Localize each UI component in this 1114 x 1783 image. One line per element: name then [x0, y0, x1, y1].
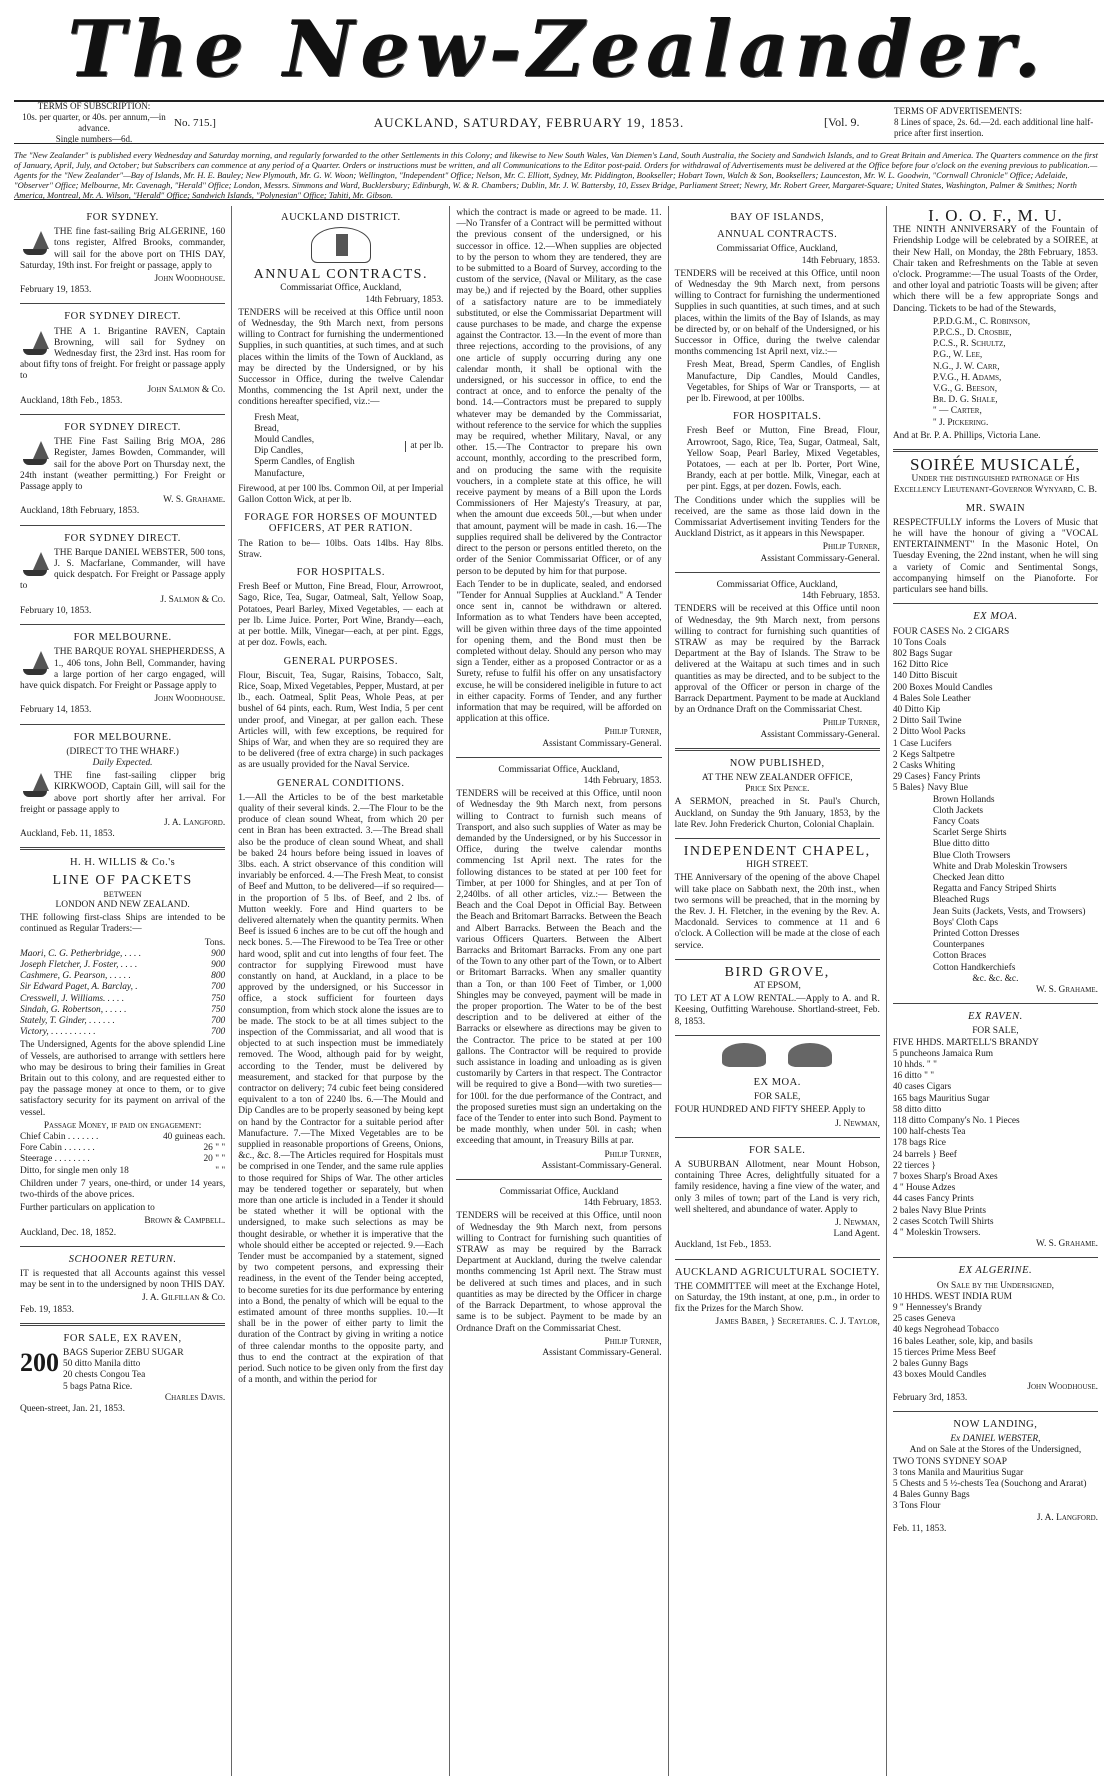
list-item: V.G., G. Beeson,	[932, 384, 998, 395]
per-lb-label: at per lb.	[405, 441, 443, 452]
ad-heading: SCHOONER RETURN.	[68, 1253, 177, 1265]
ad-date: 14th February, 1853.	[801, 591, 880, 602]
list-item: P.C.S., R. Schultz,	[932, 339, 1006, 350]
ship-icon	[20, 329, 50, 357]
divider	[893, 1003, 1098, 1004]
list-item: 16 bales Leather, sole, kip, and basils	[892, 1336, 1033, 1347]
ad-subheading: FOR SALE,	[754, 1092, 801, 1103]
ad-body: THE COMMITTEE will meet at the Exchange Hotel, on Saturday, the 19th instant, at one, p.m., in order to fix the Prizes for the March Show.	[674, 1281, 880, 1315]
list-item: " J. Pickering.	[932, 417, 989, 428]
list-item: 4 " Moleskin Trowsers.	[892, 1228, 981, 1239]
list-item: 9 " Hennessey's Brandy	[892, 1303, 982, 1314]
ad-date: 14th February, 1853.	[801, 255, 880, 266]
ad-signature: J. A. Langford.	[1036, 1512, 1099, 1523]
cargo-list	[893, 1038, 1098, 1240]
office-line: Commissariat Office, Auckland	[499, 1187, 619, 1198]
ad-body: Flour, Biscuit, Tea, Sugar, Raisins, Tobacco, Salt, Rice, Soap, Mixed Vegetables, Pepper, Mustard, at per lb., each. Oatmeal, Split Peas, Whole Peas, at per bushel of 64 pints, each. Rum, West India, 5 per cent under proof, and Vinegar, at per gallon each. These Articles will, with few exceptions, be required for Ships of War, and when they are so required they are to be delivered (free of extra charge) in such packages as are usually provided for the Naval Service.	[238, 670, 444, 771]
section-heading: FOR HOSPITALS.	[732, 411, 822, 423]
ad-body: Children under 7 years, one-third, or under 14 years, two-thirds of the above prices.	[20, 1178, 226, 1201]
cargo-list	[893, 1292, 1098, 1382]
steward-list	[893, 317, 1098, 429]
divider	[675, 748, 880, 751]
ad-body: The Conditions under which the supplies will be received, are the same as those laid down in the Commissariat Advertisement inviting Tenders for the Auckland District, as it appears in this Newspaper.	[674, 495, 880, 540]
ad-subheading: HIGH STREET.	[746, 860, 809, 871]
ad-signature: John Woodhouse.	[1027, 1381, 1099, 1392]
ad-signature: James Baber, } Secretaries. C. J. Taylor,	[715, 1317, 880, 1328]
divider	[456, 757, 661, 758]
ad-body: TENDERS will be received at this Office, until noon of Wednesday the 9th March next, from persons willing to Contract to furnish such means of Transport, and also such supplies of Water as may be demanded by the Undersigned, or by his Successor in Office, during the twelve calendar months commencing 1st April next. The rates for the following distances to be stated at per 100 feet for Timber, at per 1000 for Shingles, and at per Ton of 2,240lbs. of all other articles, viz.:— Between the Beach and the Coal Depot in Official Bay. Between the Beach and Britomart Barracks. Between the Beach and Albert Barracks. Between the Beach and the various Officers Quarters. Between the Albert Barracks and Britomart Barracks. From any one part of the Town to any other part of the Town, or to Albert or Britomart Barracks. When any smaller quantity than a Ton, or than 100 Feet of Timber, or 1,000 Shingles may be conveyed, payment will be made in the proper proportion. The Water to be of the best description and to be delivered at either of the Barracks or elsewhere as directions may be given to the Contractor. The price to be stated at per 100 gallons. The Contractor will be required to provide such assistance in loading and unloading as is given customarily by Carters in that respect. The Contractor will be required to give a Bond—with two sureties—for 100l. for the due performance of the Contract, and the proposed sureties must sign an undertaking on the face of the Tender to enter into such Bond. Payment to be made monthly, when under 50l. in cash; when exceeding that amount, in Treasury Bills at par.	[456, 789, 662, 1147]
ad-signature: Philip Turner,	[822, 718, 880, 729]
list-item: 4 " House Adzes	[892, 1183, 956, 1194]
sale-list	[20, 1348, 225, 1393]
list-item: 10 hhds. " "	[892, 1060, 937, 1071]
volume-number: [Vol. 9.	[824, 115, 860, 129]
ad-body: THE fine fast-sailing Brig ALGERINE, 160 tons register, Alfred Brooks, commander, will sail for the above port on THIS DAY, Saturday, 19th inst. For freight or passage, apply to	[20, 227, 226, 271]
divider	[893, 449, 1098, 452]
ad-heading: FOR MELBOURNE.	[73, 632, 172, 644]
divider	[675, 838, 880, 839]
list-item: Fore Cabin . . . . . . . 26 " "	[20, 1143, 226, 1154]
ad-title: ANNUAL CONTRACTS.	[253, 267, 428, 283]
list-item: 2 Casks Whiting	[892, 760, 956, 771]
list-item: Blue Cloth Trowsers	[932, 850, 1011, 861]
ad-heading: EX MOA.	[973, 611, 1018, 623]
list-item: Cotton Braces	[932, 951, 987, 962]
ad-heading: FOR SYDNEY.	[86, 212, 159, 223]
ad-date: February 19, 1853.	[20, 285, 92, 296]
divider	[675, 1259, 880, 1260]
ad-subheading: (DIRECT TO THE WHARF.)	[66, 746, 179, 757]
divider	[20, 724, 225, 725]
ad-date: February 3rd, 1853.	[892, 1392, 968, 1403]
list-item: 3 tons Manila and Mauritius Sugar	[892, 1467, 1024, 1478]
ad-signature: J. Newman,	[835, 1118, 880, 1129]
ad-signature: W. S. Grahame.	[163, 495, 226, 506]
list-item: 22 tierces }	[892, 1160, 936, 1171]
ad-signature-title: Assistant Commissary-General.	[760, 729, 880, 740]
list-item: 15 tierces Prime Mess Beef	[892, 1347, 996, 1358]
list-item: 5 bags Patna Rice.	[63, 1381, 133, 1392]
ad-signature-title: Assistant Commissary-General.	[760, 553, 880, 564]
ad-body: THE Anniversary of the opening of the above Chapel will take place on Sabbath next, the 20th inst., when two sermons will be preached, that in the morning by the Rev. J. H. Fletcher, in the evening by the Rev. A. Macdonald. Services to commence at 11 and 6 o'clock. A Collection will be made at the close of each service.	[674, 873, 880, 951]
column-4	[669, 206, 887, 1776]
ad-signature: John Salmon & Co.	[147, 384, 226, 395]
ad-heading: FOR SYDNEY DIRECT.	[64, 532, 181, 544]
ad-signature-title: Assistant Commissary-General.	[542, 1347, 662, 1358]
section-heading: GENERAL PURPOSES.	[283, 655, 398, 667]
list-item: Brown Hollands	[932, 794, 995, 805]
ad-body: A SERMON, preached in St. Paul's Church, Auckland, on Sunday the 9th January, 1853, by the late Rev. John Frederick Churton, Colonial Chaplain.	[674, 797, 880, 830]
ad-heading: FOR SYDNEY DIRECT.	[64, 311, 181, 323]
list-item: 4 Bales Sole Leather	[892, 693, 971, 704]
ad-body: A SUBURBAN Allotment, near Mount Hobson, containing Three Acres, delightfully situated for a family residence, having a fine view of the water, and only 3 miles of town; part of the Land is very rich, well sheltered, and abundance of water. Apply to	[674, 1160, 880, 1215]
performer-name: MR. SWAIN	[965, 502, 1026, 514]
divider	[20, 525, 225, 526]
divider	[20, 847, 225, 850]
ad-title: I. O. O. F., M. U.	[928, 206, 1063, 225]
list-item: Ditto, for single men only 18 " "	[20, 1165, 226, 1176]
list-item: Bread,	[254, 423, 279, 434]
ad-body: TENDERS will be received at this Office, until noon of Wednesday the 9th March next, from persons willing to Contract for furnishing such quantities of STRAW as may be required by the Barrack Department at Auckland, during the twelve calendar months commencing 1st April next. The Straw must be delivered at such times and places, and in such quantities as may be directed by the Officer in charge of the Barrack Department, to whose approval the same is to be subject. Payment to be made by an Ordnance Draft on the Commissariat Chest.	[456, 1211, 662, 1334]
list-item: Sperm Candles, of English Manufacture,	[254, 457, 355, 479]
list-item: 2 Ditto Sail Twine	[892, 716, 962, 727]
fare-list	[20, 1132, 225, 1177]
divider	[893, 1411, 1098, 1412]
list-item: &c. &c. &c.	[972, 973, 1019, 984]
list-item: FIVE HHDS. MARTELL'S BRANDY	[892, 1037, 1039, 1048]
list-item: Victory, . . . . . . . . . . 700	[20, 1027, 226, 1038]
divider	[20, 1323, 225, 1326]
ship-icon	[20, 439, 50, 467]
list-item: P.P.D.G.M., C. Robinson,	[932, 316, 1031, 327]
ad-body: IT is requested that all Accounts against this vessel may be sent in to the undersigned by noon THIS DAY.	[20, 1269, 226, 1291]
list-item: 50 ditto Manila ditto	[63, 1359, 141, 1370]
ship-icon	[20, 649, 50, 677]
divider	[20, 414, 225, 415]
ad-subheading: BETWEEN	[103, 889, 142, 899]
ad-heading: FOR SALE, EX RAVEN,	[63, 1332, 182, 1344]
list-item: Scarlet Serge Shirts	[932, 828, 1007, 839]
divider	[675, 959, 880, 960]
list-item: " — Carter,	[932, 406, 982, 417]
ad-body: THE BARQUE ROYAL SHEPHERDESS, A 1., 406 tons, John Bell, Commander, having a large portion of her cargo engaged, will have quick dispatch. For Freight or Passage apply to	[20, 647, 226, 691]
columns	[14, 206, 1104, 1776]
divider	[20, 1246, 225, 1247]
place-date: AUCKLAND, SATURDAY, FEBRUARY 19, 1853.	[373, 114, 685, 130]
cargo-list	[893, 1457, 1098, 1513]
list-item: Bleached Rugs	[932, 895, 990, 906]
ad-body: The Ration to be— 10lbs. Oats 14lbs. Hay 8lbs. Straw.	[238, 538, 444, 560]
ad-body: The Undersigned, Agents for the above splendid Line of Vessels, are authorised to arrange with settlers here who may be desirous to bring their families in Great Britain out to this colony, and are requested either to pay the passage money at once to them, or to give satisfactory security for its payment on arrival of the vessel.	[20, 1040, 226, 1118]
list-item: Counterpanes	[932, 940, 985, 951]
ad-signature: J. A. Langford.	[164, 817, 226, 828]
advertisement-terms: TERMS OF ADVERTISEMENTS: 8 Lines of space, 2s. 6d.—2d. each additional line half-price after first insertion.	[894, 106, 1094, 138]
divider	[893, 603, 1098, 604]
column-1	[14, 206, 232, 1776]
ad-heading: FOR SYDNEY DIRECT.	[64, 422, 181, 434]
list-item: 100 half-chests Tea	[892, 1127, 966, 1138]
ad-title: LINE OF PACKETS	[52, 872, 193, 888]
ad-signature: W. S. Grahame.	[1035, 985, 1099, 995]
ad-body: TENDERS will be received at this Office, until noon of Wednesday the 9th March next, from persons willing to Contract for furnishing the undermentioned Supplies in such quantities, at such times, and at such places, within the limits of the Bay of Islands, as may be directed by, or on behalf of the Undersigned, or his Successor in Office, during the twelve calendar months commencing 1st April next, viz.:—	[674, 268, 880, 358]
ad-title: BIRD GROVE,	[724, 964, 830, 980]
list-item: 7 boxes Sharp's Broad Axes	[892, 1172, 998, 1183]
list-item: Stately, T. Ginder, . . . . . . 700	[20, 1015, 226, 1026]
ship-icon	[20, 550, 50, 578]
list-item: 802 Bags Sugar	[892, 648, 953, 659]
publication-notice: The "New Zealander" is published every Wednesday and Saturday morning, and regularly forwarded to the other Settlements in this Colony; and likewise to New South Wales, Van Diemen's Land, South Australia, the Society and Sandwich Islands, and to Great Britain and America. The Quarters commence on the first of January, April, July, and October; but Subscribers can commence at any period of a Quarter. Orders or instructions must be written, and all Communications to the Editor post-paid. Orders for withdrawal of Advertisements must be delivered at the Office before four o'clock on the evening previous to publication.—Agents for the "New Zealander"—Bay of Islands, Mr. H. E. Bauley; New Plymouth, Mr. G. W. Woon; Wellington, "Independent" Office; Nelson, Mr. C. Elliott, Sydney, Mr. Piddington, Bookseller; Hobart Town, Walch & Son, Booksellers; Launceston, Mr. W. L. Goodwin, "Cornwall Chronicle" Office; Adelaide, "Observer" Office; Melbourne, Mr. Cavenagh, "Herald" Office; London, Messrs. Simmons and Ward, Bucklersbury; Edinburgh, W. & R. Chambers; Dublin, Mr. J. W. Battersby, 10, Essex Bridge, Parliament Street; Newry, Mr. Robert Greer, Margaret-Square; United States, Washington, Palmer & Smithes; North America, Montreal, Mr. A. Wilson, "Herald" Office; Sandwich Islands, "Polynesian" Office; Tahiti, Mr. Gibson.	[14, 150, 1104, 200]
list-item: 5 Bales} Navy Blue	[892, 783, 968, 794]
list-item: BAGS Superior ZEBU SUGAR	[63, 1348, 184, 1359]
ad-body: Fresh Beef or Mutton, Fine Bread, Flour, Arrowroot, Sago, Rice, Tea, Sugar, Oatmeal, Salt, Yellow Soap, Potatoes, Pearl Barley, Mixed Vegetables, — each at per lb. Lime Juice. Porter, Port Wine, Brandy—each, at per bottle. Milk, Vinegar—each, at per pint. Eggs, at per doz. Fowls, each.	[238, 582, 444, 649]
ad-date: Auckland, Dec. 18, 1852.	[20, 1227, 117, 1238]
list-item: Cotton Handkerchiefs	[932, 962, 1016, 973]
ad-heading: FOR MELBOURNE.	[73, 731, 172, 743]
sheep-illustrations	[675, 1043, 880, 1071]
ad-signature: Philip Turner,	[822, 542, 880, 553]
office-line: Commissariat Office, Auckland,	[280, 283, 402, 294]
royal-crest-icon	[311, 227, 371, 263]
conditions-continued: which the contract is made or agreed to be made. 11.—No Transfer of a Contract will be permitted without the previous consent of the undersigned, or his successor in office. 12.—When supplies are objected to by the person to whom they are tendered, they are to be submitted to a Board of Survey, according to the custom of the service, (Naval or Military, as the case may be,) and if rejected by the Board, other supplies of a satisfactory nature are to be immediately substituted, or else the Commissariat Department will cause purchases to be made, and charge the expense against the Contractor. 13.—In the event of more than three rejections, according to the provisions, of any one article of supply occurring during any one calendar month, it shall be optional with the undersigned, or his successor in office, to end the contract at once, and to enforce the penalty of the bond. 14.—Contractors must be prepared to supply whatever may be demanded by the Commissariat, without reference to the service for which the supplies may be required, whether Military, Naval, or any other. 15.—The Contractor to prepare his own account, monthly, according to the prescribed form, and on producing the same with the requisite vouchers, in a complete state at this office, he will receive payment by means of a Bill upon the Lords Commissioners of Her Majesty's Treasury, at par, when the amount due exceeds 50l.,—but when under that amount, payment will be made in cash. 16.—The supplies required shall be delivered by the Contractor direct to the person or persons entitled thereto, on the order of the Senior Commissariat Officer, or of any person to be deputed by him for that purpose.	[456, 208, 662, 577]
list-item: 5 puncheons Jamaica Rum	[892, 1048, 994, 1059]
list-item: Regatta and Fancy Striped Shirts	[932, 884, 1057, 895]
list-item: 140 Ditto Biscuit	[892, 671, 958, 682]
list-item: Mould Candles,	[254, 435, 315, 446]
office-line: Commissariat Office, Auckland,	[716, 579, 838, 590]
divider	[675, 1137, 880, 1138]
list-item: N.G., J. W. Carr,	[932, 361, 1000, 372]
ad-signature: W. S. Grahame.	[1035, 1239, 1099, 1250]
list-item: 2 Ditto Wool Packs	[892, 727, 966, 738]
ad-subheading: Daily Expected.	[92, 757, 153, 768]
list-item: Maori, C. G. Petherbridge, . . . . 900	[20, 948, 226, 959]
list-item: Cresswell, J. Williams. . . . . 750	[20, 993, 226, 1004]
list-item: Chief Cabin . . . . . . . 40 guineas each.	[20, 1132, 226, 1143]
ad-body: THE Fine Fast Sailing Brig MOA, 286 Register, James Bowden, Commander, will sail for the above Port on Thursday next, the 24th instant (weather permitting.) For Freight or Passage apply to	[20, 437, 226, 493]
list-item: 40 Ditto Kip	[892, 704, 941, 715]
ad-date: Auckland, Feb. 11, 1853.	[20, 829, 115, 840]
list-item: Fancy Coats	[932, 816, 980, 827]
ad-body: TENDERS will be received at this Office until noon of Wednesday, the 9th March next, from persons willing to contract for furnishing such quantities of STRAW as may be required by the Barrack Department at the Bay of Islands. The Straw to be delivered at the Waitapu at such times and in such quantities as may be directed, and to be subject to the approval of the Officer or person in charge of the Barrack Department. Payment to be made at Auckland by an Ordnance Draft on the Commissariat Chest.	[674, 604, 880, 716]
list-item: 20 chests Congou Tea	[63, 1370, 146, 1381]
ad-body: TO LET AT A LOW RENTAL.—Apply to A. and R. Keesing, Outfitting Warehouse. Shortland-street, Feb. 8, 1853.	[674, 994, 880, 1027]
ad-heading: NOW LANDING,	[953, 1418, 1038, 1430]
section-heading: GENERAL CONDITIONS.	[277, 777, 405, 789]
list-item: Steerage . . . . . . . . 20 " "	[20, 1154, 226, 1165]
list-item: Cashmere, G. Pearson, . . . . . 800	[20, 971, 226, 982]
ad-date: Auckland, 18th February, 1853.	[20, 506, 140, 517]
list-item: 40 cases Cigars	[892, 1082, 952, 1093]
info-bar	[14, 100, 1104, 144]
ad-body: And on Sale at the Stores of the Undersigned,	[909, 1445, 1082, 1456]
ad-body: Each Tender to be in duplicate, sealed, and endorsed "Tender for Annual Supplies at Auckland." A Tender once sent in, cannot be withdrawn or altered. Information as to what Tenders have been accepted, will be given within three days of the time appointed for opening them, and the Bond must then be completed without delay. Should any person who may sign a Tender, either as a proposed Contractor or as a Surety, refuse to fulfil his offer on any unsatisfactory excuse, he will be considered ineligible in future to act in either capacity. Forms of Tender, and any further information that may be required, will be afforded on application at this office.	[456, 579, 662, 725]
ad-signature-title: Assistant-Commissary-General.	[541, 1160, 662, 1171]
ad-signature: J. Newman,	[835, 1218, 880, 1229]
list-item: 5 Chests and 5 ½-chests Tea (Souchong and Ararat)	[892, 1478, 1087, 1489]
ad-heading: EX RAVEN.	[968, 1011, 1023, 1023]
list-item: TWO TONS SYDNEY SOAP	[892, 1456, 1007, 1467]
ad-subheading: Passage Money, if paid on engagement:	[43, 1120, 202, 1131]
ad-body: THE NINTH ANNIVERSARY of the Fountain of Friendship Lodge will be celebrated by a SOIREE, at their New Hall, on Monday, the 28th February, 1853. Chair taken and Refreshments on the Table at seven o'clock. Programme:—The usual Toasts of the Order, and other loyal and patriotic Toasts will be given; after which there will be a few appropriate Songs and Dancing. Tickets to be had of the Stewards,	[892, 225, 1099, 314]
ad-heading: AUCKLAND AGRICULTURAL SOCIETY.	[674, 1266, 880, 1278]
ad-date: 14th February, 1853.	[583, 775, 662, 786]
list-item: 25 cases Geneva	[892, 1314, 956, 1325]
ad-signature: J. Salmon & Co.	[160, 594, 226, 605]
list-item: Sir Edward Paget, A. Barclay, . 700	[20, 982, 226, 993]
list-item: 16 ditto " "	[892, 1071, 935, 1082]
subscription-terms: TERMS OF SUBSCRIPTION: 10s. per quarter, or 40s. per annum,—in advance. Single numbers—6d.	[22, 100, 166, 144]
price-label: Price Six Pence.	[745, 784, 810, 795]
big-number: 200	[20, 1348, 59, 1378]
list-item: 44 cases Fancy Prints	[892, 1194, 974, 1205]
ad-signature: Philip Turner,	[604, 727, 662, 738]
ad-date: Feb. 11, 1853.	[892, 1523, 947, 1534]
column-5	[887, 206, 1104, 1776]
ad-subheading: Under the distinguished patronage of His Excellency Lieutenant-Governor Wynyard, C. B.	[893, 474, 1098, 496]
ad-date: February 14, 1853.	[20, 705, 92, 716]
ad-body: THE following first-class Ships are intended to be continued as Regular Traders:—	[20, 913, 226, 935]
list-item: Jean Suits (Jackets, Vests, and Trowsers)	[932, 906, 1086, 917]
ad-date: February 10, 1853.	[20, 605, 92, 616]
ad-title: ANNUAL CONTRACTS.	[717, 229, 838, 241]
ad-signature: Brown & Campbell.	[144, 1216, 226, 1227]
ad-subheading: FOR SALE,	[972, 1026, 1019, 1037]
newspaper-title: The New-Zealander.	[67, 4, 1047, 95]
list-item: Blue ditto ditto	[932, 839, 990, 850]
supply-list: Fresh Beef or Mutton, Fine Bread, Flour, Arrowroot, Sago, Rice, Tea, Sugar, Oatmeal, Salt, Yellow Soap, Pearl Barley, Mixed Vegetables, Potatoes, — each at per lb. Porter, Port Wine, Brandy, each at per bottle. Milk, Vinegar, each at per pint. Eggs, at per dozen. Fowls, each.	[686, 426, 880, 493]
list-item: 2 bales Navy Blue Prints	[892, 1205, 987, 1216]
ad-subheading: LONDON AND NEW ZEALAND.	[55, 899, 190, 910]
sheep-icon	[788, 1043, 832, 1067]
ad-heading: H. H. WILLIS & Co.'s	[69, 857, 176, 869]
divider	[20, 303, 225, 304]
divider	[893, 1257, 1098, 1258]
ad-body: FOUR HUNDRED AND FIFTY SHEEP. Apply to	[674, 1105, 866, 1116]
ad-body: THE fine fast-sailing clipper brig KIRKWOOD, Captain Gill, will sail for the above port shortly after her arrival. For freight or passage apply to	[20, 771, 226, 815]
supply-list	[254, 413, 443, 480]
ad-date: 14th February, 1853.	[365, 294, 444, 305]
section-heading: FORAGE FOR HORSES OF MOUNTED OFFICERS, AT PER RATION.	[244, 512, 438, 535]
office-line: Commissariat Office, Auckland,	[716, 244, 838, 255]
list-item: 2 bales Gunny Bags	[892, 1359, 969, 1370]
list-item: 162 Ditto Rice	[892, 660, 949, 671]
column-3	[450, 206, 668, 1776]
list-item: 10 HHDS. WEST INDIA RUM	[892, 1291, 1013, 1302]
divider	[675, 1035, 880, 1036]
list-item: P.P.C.S., D. Crosbie,	[932, 328, 1012, 339]
list-item: 2 Kegs Saltpetre	[892, 749, 955, 760]
ad-body: And at Br. P. A. Phillips, Victoria Lane.	[892, 430, 1041, 441]
ad-heading: FOR SALE.	[748, 1144, 806, 1156]
list-item: 178 bags Rice	[892, 1138, 946, 1149]
ad-signature: J. A. Gilfillan & Co.	[142, 1293, 226, 1304]
ad-date: Feb. 19, 1853.	[20, 1304, 74, 1315]
ad-subheading: AT EPSOM,	[753, 980, 801, 991]
tons-label: Tons.	[204, 937, 226, 948]
ad-body: Further particulars on application to	[20, 1203, 155, 1214]
column-2	[232, 206, 450, 1776]
list-item: 165 bags Mauritius Sugar	[892, 1093, 990, 1104]
ad-signature: John Woodhouse.	[154, 274, 226, 285]
ad-body: RESPECTFULLY informs the Lovers of Music that he will have the honour of giving a "VOCAL ENTERTAINMENT" In the Masonic Hotel, On Tuesday Evening, the 22nd instant, when he will sing a variety of Comic and Sentimental Songs, accompanying himself on the Pianoforte. For particulars see hand bills.	[892, 517, 1099, 596]
list-item: Cloth Jackets	[932, 805, 984, 816]
ad-signature: John Woodhouse.	[154, 694, 226, 705]
ad-signature: Philip Turner,	[604, 1336, 662, 1347]
ad-date: Queen-street, Jan. 21, 1853.	[20, 1404, 125, 1415]
ad-signature: Philip Turner,	[604, 1149, 662, 1160]
list-item: 4 Bales Gunny Bags	[892, 1490, 970, 1501]
list-item: 1 Case Lucifers	[892, 738, 952, 749]
list-item: White and Drab Moleskin Trowsers	[932, 861, 1068, 872]
ship-list	[20, 949, 225, 1039]
ship-icon	[20, 771, 50, 799]
list-item: Br. D. G. Shale,	[932, 395, 998, 406]
list-item: 24 barrels } Beef	[892, 1149, 957, 1160]
ad-subheading: AT THE NEW ZEALANDER OFFICE,	[701, 772, 853, 783]
list-item: 10 Tons Coals	[892, 637, 947, 648]
list-item: Sindah, G. Robertson, . . . . . 750	[20, 1004, 226, 1015]
list-item: 2 cases Scotch Twill Shirts	[892, 1216, 994, 1227]
list-item: FOUR CASES No. 2 CIGARS	[892, 626, 1010, 637]
conditions-text: 1.—All the Articles to be of the best marketable quality of their several kinds. 2.—The Flour to be the produce of clean sound Wheat, from which 20 per cent in Bran has been extracted. 3.—The Bread shall also be the produce of clean sound Wheat, and shall be baked 24 hours before being issued in loaves of 3lbs. each. A strict observance of this condition will invariably be enforced. 4.—The Fresh Meat, to consist of Beef and Mutton, to be delivered—if so required—in the proportion of 5 lbs. of Beef, and 2 lbs. of Mutton weekly. Fore and Hind quarters to be delivered alternately when the quantity permits. When Beef is issued 6 inches are to be cut off the hough and neck bones. 5.—The Firewood to be Tea Tree or other hard wood, split and cut into lengths of four feet. The contractor for supplying Firewood must have constantly on hand, at Auckland, in a place to be approved by the undersigned, or his Successor in office, a stock sufficient for fourteen days consumption, from which stock alone the issues are to be made. The stock to be at all times subject to the inspection of the Commissariat, and all wood that is objected to at such inspection must be immediately removed. The Wood, although paid for by weight, according to the Tender, must be delivered by measurement, and stacked for that purpose by the contractor on delivery; 74 cubic feet being considered equivalent to a ton of 2240 lbs. 6.—The Mould and Dip Candles are to be properly seasoned by being kept on hand by the Contractor for a suitable period after Manufacture. 7.—The Mixed Vegetables are to be supplied in reasonable proportions of Greens, Onions, &c., &c. 8.—The Articles required for Hospitals must be comprised in one Tender, and the same rule applies to those required for Ships of War. The other articles may be tendered together or separately, but when more than one article is included in a Tender it should be stated whether it will be optional with the undersigned, to make such selections as may be thought desirable, or whether it is imperative that the whole should either be accepted or rejected. 9.—Each Tender must be accompanied by a statement, signed by two competent persons, and expressing their readiness, in the event of the Tender being accepted, to become sureties for its due performance by entering into a Bond, the penalty of which will be equal to the estimated amount of three months supplies. 10.—It shall be in the power of either party to limit the duration of the Contract by giving in writing a notice of three calendar months to the opposite party, and thus to end the contract at the expiration of that period. Such notice to be given only from the first day of a month, and within the period for	[238, 792, 444, 1386]
list-item: 58 ditto ditto	[892, 1104, 942, 1115]
list-item: Boys' Cloth Caps	[932, 917, 999, 928]
cargo-list	[893, 627, 1098, 986]
divider	[20, 624, 225, 625]
ad-body: TENDERS will be received at this Office until noon of Wednesday, the 9th March next, from persons willing to Contract for furnishing the undermentioned Supplies, in such quantities, at such times, and at such places within the limits of the Town of Auckland, as may be directed by the Undersigned, or by his Successor in Office, during the twelve Calendar Months, commencing the 1st April next, under the conditions hereafter specified, viz.:—	[238, 307, 444, 408]
divider	[675, 572, 880, 573]
ad-subheading: On Sale by the Undersigned,	[936, 1280, 1054, 1291]
ad-signature: Charles Davis.	[164, 1392, 226, 1403]
ad-signature-title: Assistant Commissary-General.	[542, 738, 662, 749]
ad-signature-title: Land Agent.	[833, 1229, 880, 1240]
ad-title: SOIRÉE MUSICALÉ,	[909, 455, 1081, 475]
list-item: Joseph Fletcher, J. Foster, . . . . 900	[20, 959, 226, 970]
issue-number: No. 715.]	[174, 116, 216, 129]
list-item: 118 ditto Company's No. 1 Pieces	[892, 1116, 1020, 1127]
ad-heading: EX ALGERINE.	[958, 1265, 1033, 1277]
ad-date: Auckland, 1st Feb., 1853.	[674, 1240, 772, 1251]
list-item: Fresh Meat,	[254, 412, 299, 423]
supply-list: Fresh Meat, Bread, Sperm Candles, of English Manufacture, Dip Candles, Mould Candles, Vegetables, for Ships of War or Transports, — at per lb. Firewood, at per 100lbs.	[686, 360, 880, 405]
masthead	[0, 0, 1114, 100]
ad-heading: EX MOA.	[753, 1077, 801, 1088]
list-item: P.G., W. Lee,	[932, 350, 983, 361]
list-item: 3 Tons Flour	[892, 1501, 941, 1512]
divider	[456, 1179, 661, 1180]
sheep-icon	[722, 1043, 766, 1067]
ship-icon	[20, 229, 50, 257]
section-heading: FOR HOSPITALS.	[296, 567, 386, 579]
ad-heading: AUCKLAND DISTRICT.	[280, 212, 401, 223]
ad-body: THE A 1. Brigantine RAVEN, Captain Browning, will sail for Sydney on Wednesday first, the 23rd inst. Has room for about fifty tons of freight. For freight or passage apply to	[20, 326, 226, 382]
ad-subheading: Ex DANIEL WEBSTER,	[950, 1434, 1041, 1445]
ad-date: Auckland, 18th Feb., 1853.	[20, 395, 123, 406]
list-item: Dip Candles,	[254, 446, 304, 457]
ad-date: 14th February, 1853.	[583, 1198, 662, 1209]
list-item: P.V.G., H. Adams,	[932, 372, 1002, 383]
ad-heading: BAY OF ISLANDS,	[730, 212, 825, 223]
list-item: 40 kegs Negrohead Tobacco	[892, 1325, 999, 1336]
ad-title: INDEPENDENT CHAPEL,	[683, 843, 871, 859]
ad-body: Firewood, at per 100 lbs. Common Oil, at per Imperial Gallon Cotton Wick, at per lb.	[238, 483, 444, 506]
list-item: Checked Jean ditto	[932, 872, 1005, 883]
list-item: 200 Boxes Mould Candles	[892, 682, 993, 693]
office-line: Commissariat Office, Auckland,	[498, 764, 620, 775]
list-item: 29 Cases} Fancy Prints	[892, 772, 981, 783]
list-item: Printed Cotton Dresses	[932, 928, 1020, 939]
ad-body: THE Barque DANIEL WEBSTER, 500 tons, J. S. Macfarlane, Commander, will have quick despatch. For Freight or Passage apply to	[20, 547, 226, 592]
ad-heading: NOW PUBLISHED,	[729, 757, 825, 769]
list-item: 43 boxes Mould Candles	[892, 1370, 987, 1381]
